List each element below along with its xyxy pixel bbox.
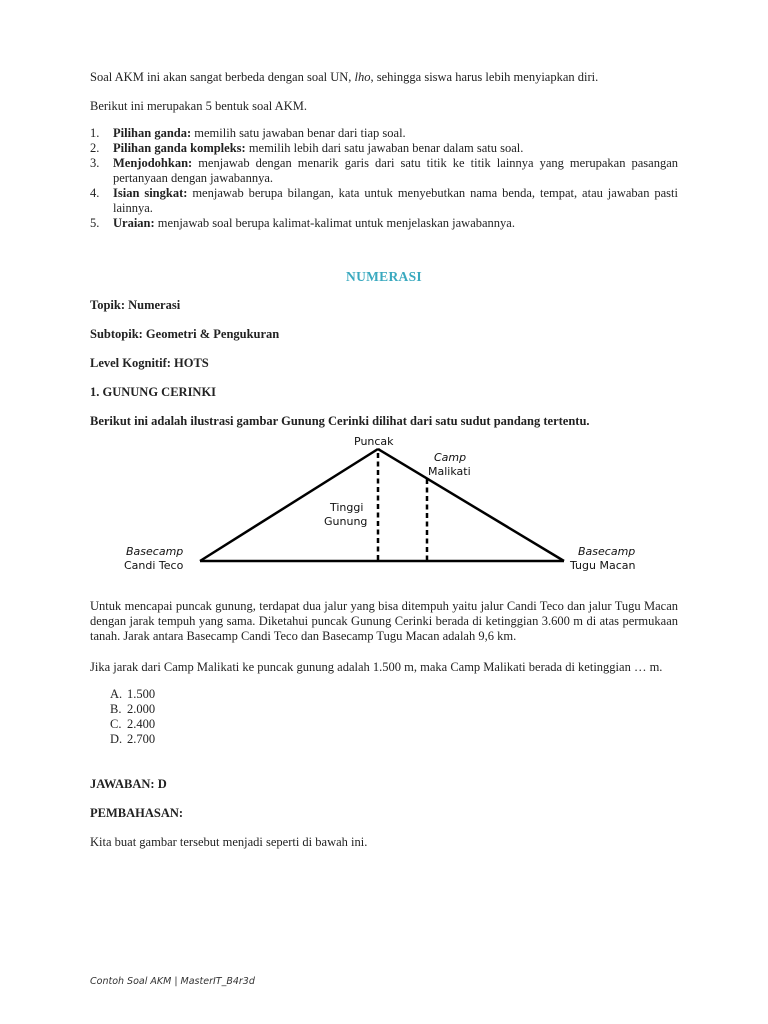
list-item <box>90 186 678 216</box>
option-item <box>110 732 678 747</box>
section-title: NUMERASI <box>346 269 422 284</box>
document-page <box>90 70 678 850</box>
akm-forms-list <box>90 126 678 231</box>
option-value: 2.400 <box>127 717 156 731</box>
left-basecamp-name: Candi Teco <box>124 559 184 572</box>
list-term: Pilihan ganda kompleks: <box>113 141 246 155</box>
subtopic-line: Subtopik: Geometri & Pengukuran <box>90 327 280 341</box>
option-value: 2.700 <box>127 732 156 746</box>
discussion-text: Kita buat gambar tersebut menjadi seperti di bawah ini. <box>90 835 368 849</box>
intro-paragraph <box>90 70 678 85</box>
list-desc: menjawab dengan menarik garis dari satu titik ke titik lainnya yang merupakan pasangan pertanyaan dengan jawabannya. <box>113 156 678 185</box>
list-desc: menjawab berupa bilangan, kata untuk menyebutkan nama benda, tempat, atau jawaban pasti lainnya. <box>113 186 678 215</box>
list-item <box>90 156 678 186</box>
problem-paragraph: Untuk mencapai puncak gunung, terdapat dua jalur yang bisa ditempuh yaitu jalur Candi Teco dan jalur Tugu Macan dengan jarak tempuh yang sama. Diketahui puncak Gunung Cerinki berada di ketinggian 3.600 m di atas permukaan tanah. Jarak antara Basecamp Candi Teco dan Basecamp Tugu Macan adalah 9,6 km. <box>90 599 678 643</box>
list-term: Isian singkat: <box>113 186 188 200</box>
option-item <box>110 717 678 732</box>
list-number: 5. <box>90 216 100 230</box>
topic-line: Topik: Numerasi <box>90 298 181 312</box>
camp-label-name: Malikati <box>428 465 471 478</box>
list-number: 2. <box>90 141 100 155</box>
answer-line: JAWABAN: D <box>90 777 167 791</box>
option-item <box>110 702 678 717</box>
list-term: Pilihan ganda: <box>113 126 192 140</box>
list-desc: memilih satu jawaban benar dari tiap soal. <box>191 126 406 140</box>
intro-text-start: Soal AKM ini akan sangat berbeda dengan soal UN, <box>90 70 355 84</box>
list-term: Uraian: <box>113 216 155 230</box>
question-intro: Berikut ini adalah ilustrasi gambar Gunung Cerinki dilihat dari satu sudut pandang tertentu. <box>90 414 590 428</box>
list-number: 3. <box>90 156 100 170</box>
right-basecamp-name: Tugu Macan <box>570 559 636 572</box>
list-desc: memilih lebih dari satu jawaban benar dalam satu soal. <box>245 141 524 155</box>
question-text: Jika jarak dari Camp Malikati ke puncak gunung adalah 1.500 m, maka Camp Malikati berada di ketinggian … m. <box>90 660 663 674</box>
page-footer: Contoh Soal AKM | MasterIT_B4r3d <box>90 976 255 987</box>
intro-text-end: , sehingga siswa harus lebih menyiapkan diri. <box>370 70 599 84</box>
option-value: 2.000 <box>127 702 156 716</box>
option-value: 1.500 <box>127 687 156 701</box>
option-letter: C. <box>110 717 122 731</box>
option-letter: D. <box>110 732 123 746</box>
right-slope <box>378 449 564 561</box>
list-item <box>90 126 678 141</box>
list-number: 4. <box>90 186 100 200</box>
list-desc: menjawab soal berupa kalimat-kalimat untuk menjelaskan jawabannya. <box>154 216 515 230</box>
option-letter: A. <box>110 687 123 701</box>
height-label-line2: Gunung <box>324 515 368 528</box>
left-basecamp-italic: Basecamp <box>126 545 184 558</box>
question-heading: 1. GUNUNG CERINKI <box>90 385 217 399</box>
discussion-heading: PEMBAHASAN: <box>90 806 184 820</box>
height-label-line1: Tinggi <box>330 501 364 514</box>
intro-text-italic: lho <box>354 70 371 84</box>
peak-label: Puncak <box>354 435 394 448</box>
list-number: 1. <box>90 126 100 140</box>
mountain-figure <box>90 435 678 583</box>
answer-options <box>90 687 678 747</box>
camp-label-italic: Camp <box>434 451 467 464</box>
list-item <box>90 141 678 156</box>
right-basecamp-italic: Basecamp <box>578 545 636 558</box>
forms-lead: Berikut ini merupakan 5 bentuk soal AKM. <box>90 99 307 113</box>
level-line: Level Kognitif: HOTS <box>90 356 209 370</box>
list-term: Menjodohkan: <box>113 156 193 170</box>
option-item <box>110 687 678 702</box>
list-item <box>90 216 678 231</box>
option-letter: B. <box>110 702 122 716</box>
